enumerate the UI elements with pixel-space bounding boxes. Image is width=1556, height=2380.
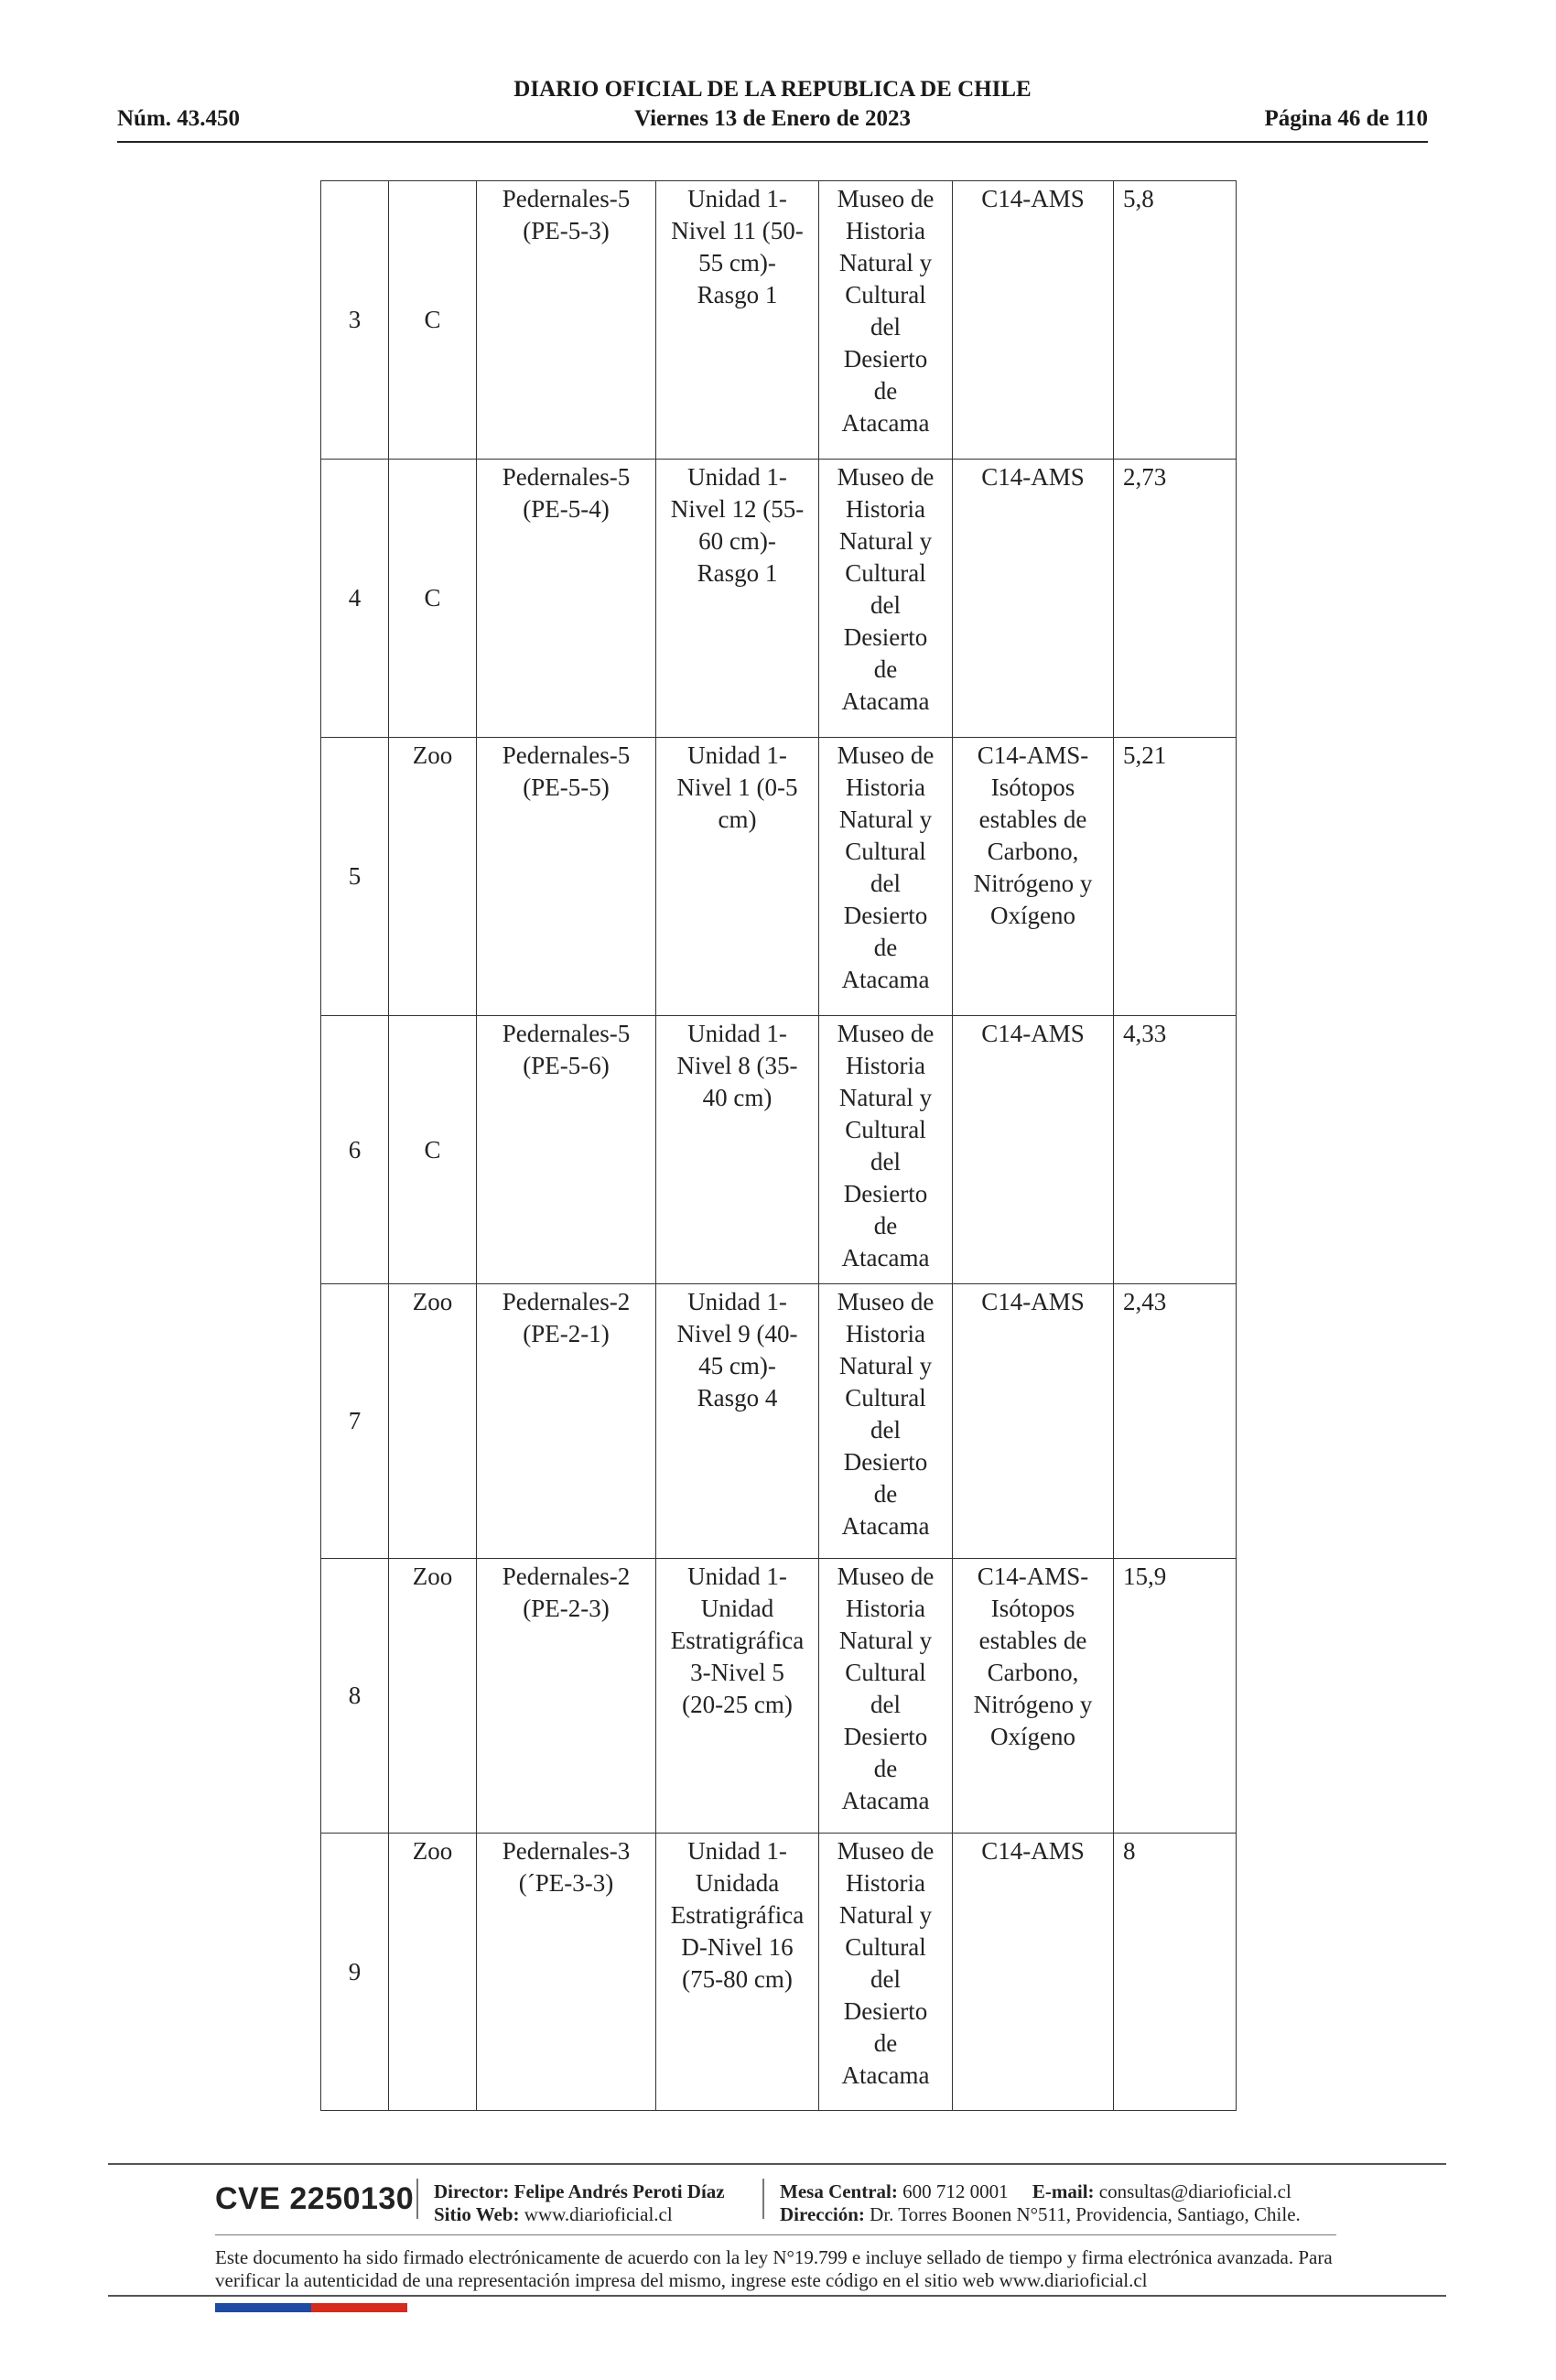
cell-line: Atacama [841,1244,930,1271]
email-label: E-mail: [1032,2180,1095,2202]
address-label: Dirección: [780,2203,865,2225]
unit-level-cell [656,1559,819,1834]
cell-line: Estratigráfica [670,1901,805,1929]
sample-type-cell: Zoo [389,1834,477,2111]
publication-date: Viernes 13 de Enero de 2023 [633,106,912,131]
cell-line: de [873,655,898,683]
publication-masthead [117,75,1428,134]
cell-line: (PE-5-5) [523,774,610,801]
cell-line: Desierto [843,1997,928,2025]
table-row [321,1284,1237,1559]
cell-line: Unidad 1- [687,741,787,769]
cell-line: (´PE-3-3) [518,1869,614,1897]
cell-line: Unidada [695,1869,780,1897]
cell-line: Natural y [838,1901,933,1929]
museum-cell [819,460,953,738]
cell-line: Atacama [841,1512,930,1540]
cell-line: del [870,870,901,897]
issue-number: Núm. 43.450 [117,106,241,131]
unit-level-cell [656,181,819,460]
cell-line: Cultural [845,281,926,308]
sample-type-cell: C [389,460,477,738]
legal-notice: Este documento ha sido firmado electrónicamente de acuerdo con la ley N°19.799 e incluye sellado de tiempo y firma electrónica avanzada. Para verificar la autenticidad de una representación impresa del mismo, ingrese este código en el sitio web www.diarioficial.cl [215,2246,1333,2291]
cell-line: Cultural [845,1116,926,1143]
director-label: Director: [434,2180,510,2202]
cell-line: de [873,934,898,961]
unit-level-cell [656,460,819,738]
cell-line: Nivel 1 (0-5 [676,774,798,801]
cell-line: (PE-2-3) [523,1595,610,1622]
cell-line: Atacama [841,409,930,437]
cell-line: Desierto [843,1723,928,1750]
cell-line: Oxígeno [990,1723,1075,1750]
row-number-cell: 8 [321,1559,389,1834]
cell-line: Desierto [843,1448,928,1476]
museum-cell [819,1834,953,2111]
cell-line: Desierto [843,1180,928,1207]
value-cell: 2,43 [1114,1284,1237,1559]
row-number-cell: 5 [321,738,389,1016]
cell-line: del [870,1691,901,1718]
value-cell: 2,73 [1114,460,1237,738]
cve-code: CVE 2250130 [215,2181,415,2216]
cell-line: Natural y [838,1084,933,1111]
footer-divider [108,2295,1446,2297]
cell-line: estables de [978,806,1087,833]
analysis-cell [953,1559,1114,1834]
cell-line: del [870,313,901,341]
cell-line: Natural y [838,527,933,555]
cell-line: Desierto [843,623,928,651]
cell-line: Nivel 9 (40- [676,1320,798,1347]
unit-level-cell [656,738,819,1016]
cell-line: Historia [846,495,925,523]
cell-line: Isótopos [990,1595,1075,1622]
footer-contact-block [780,2180,1301,2226]
cell-line: 40 cm) [702,1084,773,1111]
table-row [321,1016,1237,1284]
sample-type-cell: Zoo [389,1284,477,1559]
cell-line: del [870,1416,901,1444]
cell-line: Historia [846,1595,925,1622]
cell-line: C14-AMS [981,463,1085,491]
table-row [321,1559,1237,1834]
cell-line: (PE-5-4) [523,495,610,523]
cell-line: Desierto [843,345,928,373]
cell-line: Cultural [845,1659,926,1686]
cell-line: de [873,1755,898,1782]
director-name: Felipe Andrés Peroti Díaz [513,2180,725,2202]
cell-line: C14-AMS [981,1020,1085,1047]
cell-line: Pedernales-2 [502,1288,631,1315]
cell-line: Atacama [841,2061,930,2089]
sample-type-cell: Zoo [389,738,477,1016]
cell-line: 45 cm)- [698,1352,776,1379]
cell-line: Rasgo 1 [697,559,778,587]
cell-line: de [873,2029,898,2057]
row-number-cell: 7 [321,1284,389,1559]
cell-line: Historia [846,1052,925,1079]
analysis-cell [953,460,1114,738]
cell-line: del [870,591,901,619]
site-code-cell [477,1834,656,2111]
cell-line: Rasgo 4 [697,1384,778,1412]
cell-line: Atacama [841,1787,930,1814]
cell-line: C14-AMS [981,1837,1085,1865]
cell-line: Carbono, [987,838,1079,865]
museum-cell [819,1284,953,1559]
cell-line: Pedernales-5 [502,741,631,769]
page-number: Página 46 de 110 [1264,106,1428,131]
site-code-cell [477,1284,656,1559]
cell-line: Nivel 8 (35- [676,1052,798,1079]
site-code-cell [477,460,656,738]
cell-line: Historia [846,1320,925,1347]
sample-type-cell: C [389,1016,477,1284]
site-link[interactable]: www.diarioficial.cl [524,2203,673,2225]
cell-line: Natural y [838,1352,933,1379]
cell-line: de [873,1480,898,1508]
cell-line: Unidad 1- [687,1837,787,1865]
cell-line: Cultural [845,1933,926,1961]
cell-line: Museo de [837,1837,935,1865]
cell-line: Unidad 1- [687,1563,787,1590]
site-label: Sitio Web: [434,2203,520,2225]
cell-line: estables de [978,1627,1087,1654]
cell-line: Oxígeno [990,902,1075,929]
unit-level-cell [656,1016,819,1284]
phone-value: 600 712 0001 [902,2180,1009,2202]
cell-line: D-Nivel 16 [681,1933,794,1961]
analysis-cell [953,1016,1114,1284]
cell-line: Isótopos [990,774,1075,801]
cell-line: (20-25 cm) [682,1691,793,1718]
cell-line: Nitrógeno y [973,1691,1093,1718]
row-number-cell: 3 [321,181,389,460]
site-code-cell [477,738,656,1016]
sample-type-cell: Zoo [389,1559,477,1834]
cell-line: Natural y [838,1627,933,1654]
cell-line: Pedernales-5 [502,1020,631,1047]
cell-line: Cultural [845,1384,926,1412]
footer-separator [416,2179,418,2219]
table-row [321,460,1237,738]
sample-type-cell: C [389,181,477,460]
site-code-cell [477,1016,656,1284]
cell-line: (PE-5-3) [523,217,610,244]
value-cell: 15,9 [1114,1559,1237,1834]
cell-line: 60 cm)- [698,527,776,555]
value-cell: 4,33 [1114,1016,1237,1284]
footer-divider [215,2234,1336,2235]
cell-line: Unidad [700,1595,774,1622]
address-value: Dr. Torres Boonen N°511, Providencia, Santiago, Chile. [870,2203,1301,2225]
museum-cell [819,738,953,1016]
cell-line: C14-AMS [981,185,1085,212]
cell-line: (75-80 cm) [682,1965,793,1993]
cell-line: Historia [846,1869,925,1897]
cell-line: (PE-2-1) [523,1320,610,1347]
footer-separator [762,2179,764,2219]
cell-line: C14-AMS [981,1288,1085,1315]
cell-line: Museo de [837,741,935,769]
cell-line: Pedernales-2 [502,1563,631,1590]
site-code-cell [477,1559,656,1834]
analysis-cell [953,738,1114,1016]
cell-line: Cultural [845,838,926,865]
samples-table [320,180,1237,2111]
cell-line: Nivel 11 (50- [671,217,804,244]
site-code-cell [477,181,656,460]
flag-stripe-blue [215,2303,311,2312]
cell-line: Museo de [837,463,935,491]
analysis-cell [953,181,1114,460]
cell-line: C14-AMS- [977,1563,1089,1590]
table-row [321,1834,1237,2111]
cell-line: (PE-5-6) [523,1052,610,1079]
cell-line: Historia [846,217,925,244]
cell-line: Unidad 1- [687,1288,787,1315]
value-cell: 8 [1114,1834,1237,2111]
footer-director-block [434,2180,725,2226]
cell-line: Nitrógeno y [973,870,1093,897]
cell-line: Nivel 12 (55- [670,495,805,523]
publication-title: DIARIO OFICIAL DE LA REPUBLICA DE CHILE [513,77,1032,102]
cell-line: Museo de [837,1288,935,1315]
cell-line: Museo de [837,1020,935,1047]
unit-level-cell [656,1284,819,1559]
museum-cell [819,1016,953,1284]
cell-line: Museo de [837,1563,935,1590]
cell-line: Rasgo 1 [697,281,778,308]
cell-line: Estratigráfica [670,1627,805,1654]
cell-line: Desierto [843,902,928,929]
value-cell: 5,8 [1114,181,1237,460]
cell-line: de [873,1212,898,1239]
phone-label: Mesa Central: [780,2180,898,2202]
cell-line: Natural y [838,806,933,833]
page-header [117,75,1428,143]
row-number-cell: 4 [321,460,389,738]
value-cell: 5,21 [1114,738,1237,1016]
cell-line: Atacama [841,966,930,993]
cell-line: Pedernales-5 [502,463,631,491]
analysis-cell [953,1284,1114,1559]
cell-line: Museo de [837,185,935,212]
cell-line: Cultural [845,559,926,587]
cell-line: cm) [718,806,757,833]
footer-divider [108,2163,1446,2165]
cell-line: 55 cm)- [698,249,776,276]
cell-line: Historia [846,774,925,801]
cell-line: Carbono, [987,1659,1079,1686]
cell-line: Pedernales-3 [502,1837,631,1865]
cell-line: Unidad 1- [687,1020,787,1047]
unit-level-cell [656,1834,819,2111]
cell-line: 3-Nivel 5 [690,1659,784,1686]
email-link[interactable]: consultas@diarioficial.cl [1098,2180,1291,2202]
row-number-cell: 9 [321,1834,389,2111]
cell-line: Atacama [841,687,930,715]
cell-line: del [870,1148,901,1175]
cell-line: C14-AMS- [977,741,1089,769]
analysis-cell [953,1834,1114,2111]
table-row [321,738,1237,1016]
cell-line: Pedernales-5 [502,185,631,212]
museum-cell [819,1559,953,1834]
cell-line: Natural y [838,249,933,276]
museum-cell [819,181,953,460]
cell-line: del [870,1965,901,1993]
cell-line: Unidad 1- [687,185,787,212]
cell-line: Unidad 1- [687,463,787,491]
flag-stripe-red [311,2303,407,2312]
row-number-cell: 6 [321,1016,389,1284]
cell-line: de [873,377,898,405]
table-row [321,181,1237,460]
